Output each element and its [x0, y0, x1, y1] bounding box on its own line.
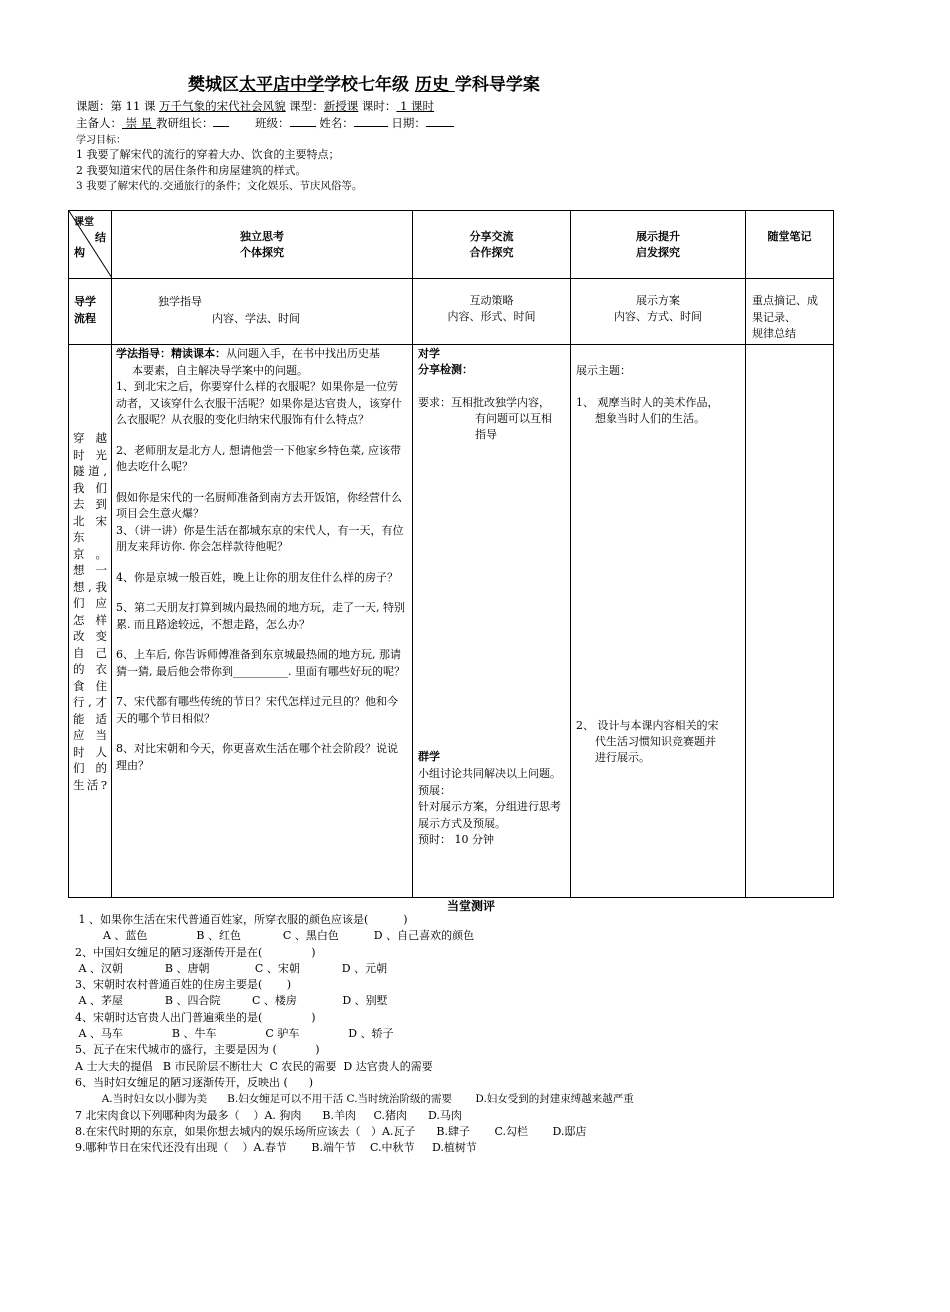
title-school: 太平店中学 — [239, 75, 324, 95]
title-district: 樊城区 — [188, 75, 239, 95]
col3-sub-2: 内容、方式、时间 — [614, 310, 702, 323]
flow-label-1: 导学 — [74, 295, 96, 308]
quiz-q1: 1 、如果你生活在宋代普通百姓家，所穿衣服的颜色应该是( ) — [75, 913, 408, 926]
question-8: 8、对比宋朝和今天，你更喜欢生活在哪个社会阶段？说说理由？ — [116, 742, 398, 772]
quiz-q4-options: A 、马车 B 、牛车 C 驴车 D 、轿子 — [75, 1027, 394, 1041]
quiz-title: 当堂测评 — [447, 899, 496, 913]
guide-line-2: 本要素，自主解决导学案中的问题。 — [132, 363, 308, 377]
date-blank[interactable] — [426, 116, 454, 127]
scenario-cell — [69, 345, 112, 898]
header-col-3 — [571, 211, 746, 279]
col1-sub-1: 独学指导 — [158, 295, 202, 308]
goal-item-3: 3 我要了解宋代的.交通旅行的条件；文化娱乐、节庆风俗等。 — [76, 180, 363, 192]
quiz-q4: 4、宋朝时达官贵人出门普遍乘坐的是( ) — [75, 1010, 316, 1024]
question-7: 7、宋代都有哪些传统的节日？宋代怎样过元旦的？他和今天的哪个节日相似？ — [116, 695, 398, 725]
subheader-col-3 — [571, 279, 746, 345]
quiz-section — [75, 912, 634, 1156]
show-item-2c: 进行展示。 — [595, 751, 650, 764]
col3-sub-1: 展示方案 — [636, 294, 680, 307]
goal-item-1: 1 我要了解宋代的流行的穿着大办、饮食的主要特点； — [76, 148, 340, 161]
col4-heading: 随堂笔记 — [767, 230, 812, 243]
header-col-4 — [746, 211, 834, 279]
corner-cell — [69, 211, 112, 279]
col1-heading: 独立思考 — [240, 230, 284, 243]
class-label: 班级： — [255, 116, 290, 130]
name-label: 姓名： — [315, 116, 354, 130]
leader-blank[interactable] — [213, 116, 229, 127]
flow-label-cell — [69, 279, 112, 345]
title-grade: 学校七年级 — [324, 75, 415, 95]
pair-title: 对学 — [418, 347, 440, 360]
group-line-2: 预展： — [418, 783, 451, 797]
question-4: 4、你是京城一般百姓，晚上让你的朋友住什么样的房子？ — [116, 570, 398, 584]
notes-cell[interactable] — [746, 345, 834, 898]
col1-subheading: 个体探究 — [240, 246, 284, 259]
name-blank[interactable] — [354, 116, 388, 127]
col2-subheading: 合作探究 — [469, 246, 514, 259]
quiz-q6: 6、当时妇女缠足的陋习逐渐传开，反映出 ( ) — [75, 1075, 314, 1089]
topic-value: 万千气象的宋代社会风貌 — [159, 99, 286, 113]
flow-label-2: 流程 — [74, 312, 96, 325]
group-study-cell — [413, 345, 571, 898]
scenario-text: 穿越时光隧道,我们去到北宋东京。想一想,我们应怎样改变自己的衣食住行,才能适应当时人们的生活? — [73, 431, 107, 792]
topic-label: 课题：第 11 课 — [76, 99, 160, 113]
subheader-col-4 — [746, 279, 834, 345]
study-plan-table — [68, 210, 834, 898]
question-2: 2、老师朋友是北方人, 想请他尝一下他家乡特色菜, 应该带他去吃什么呢？ — [116, 443, 401, 473]
goal-item-2: 2 我要知道宋代的居住条件和房屋建筑的样式。 — [76, 164, 307, 177]
quiz-q2: 2、中国妇女缠足的陋习逐渐传开是在( ) — [75, 945, 316, 959]
quiz-q1-options: A 、蓝色 B 、红色 C 、黑白色 D 、自己喜欢的颜色 — [75, 929, 475, 943]
corner-top-label: 课堂 — [74, 217, 94, 228]
quiz-q3-options: A 、茅屋 B 、四合院 C 、楼房 D 、别墅 — [75, 994, 388, 1008]
pair-check-title: 分享检测： — [418, 363, 473, 376]
quiz-q3: 3、宋朝时农村普通百姓的住房主要是( ) — [75, 978, 292, 992]
header-col-2 — [413, 211, 571, 279]
class-blank[interactable] — [290, 116, 316, 127]
topic-line — [76, 98, 434, 114]
col4-sub-2: 果记录、 — [752, 310, 796, 324]
group-line-1: 小组讨论共同解决以上问题。 — [418, 767, 561, 780]
title-suffix: 学科导学案 — [454, 75, 540, 95]
show-item-2b: 代生活习惯知识竞赛题并 — [595, 735, 716, 748]
subheader-col-2 — [413, 279, 571, 345]
pair-requirement-3: 指导 — [475, 428, 497, 441]
quiz-q8: 8.在宋代时期的东京，如果你想去城内的娱乐场所应该去（ ）A.瓦子 B.肆子 C.勾栏 D.邸店 — [75, 1124, 587, 1138]
question-1: 1、到北宋之后，你要穿什么样的衣服呢？如果你是一位劳动者，又该穿什么衣服干活呢？如果你是达官贵人，该穿什么衣服呢？从衣服的变化归纳宋代服饰有什么特点？ — [116, 380, 402, 426]
col2-heading: 分享交流 — [469, 230, 514, 243]
show-title: 展示主题： — [576, 364, 631, 377]
group-title: 群学 — [418, 750, 440, 763]
quiz-q5-options: A 士大夫的提倡 B 市民阶层不断壮大 C 农民的需要 D 达官贵人的需要 — [75, 1059, 433, 1073]
question-3: 3、（讲一讲）你是生活在都城东京的宋代人，有一天，有位朋友来拜访你. 你会怎样款待他呢？ — [116, 523, 404, 553]
pair-requirement-1: 要求：互相批改独学内容， — [418, 396, 550, 409]
col3-heading: 展示提升 — [636, 230, 680, 243]
leader-label: 教研组长： — [155, 116, 214, 130]
author-label: 主备人： — [76, 116, 122, 130]
individual-study-cell — [112, 345, 413, 898]
presentation-cell — [571, 345, 746, 898]
page-title — [188, 70, 540, 95]
hours-value: 1 课时 — [396, 99, 435, 113]
type-value: 新授课 — [323, 99, 359, 113]
show-item-1a: 1、 观摩当时人的美术作品， — [576, 396, 719, 409]
col4-sub-3: 规律总结 — [752, 327, 796, 340]
corner-bottom-label: 构 — [74, 246, 85, 259]
show-item-1b: 想象当时人们的生活。 — [595, 412, 705, 425]
question-2b: 假如你是宋代的一名厨师准备到南方去开饭馆，你经营什么项目会生意火爆？ — [116, 490, 402, 520]
col3-subheading: 启发探究 — [636, 246, 680, 259]
question-5: 5、第二天朋友打算到城内最热闹的地方玩，走了一天, 特别累. 而且路途较远，不想走路，怎么办？ — [116, 601, 405, 631]
quiz-q7: 7 北宋肉食以下列哪种肉为最多（ ）A. 狗肉 B.羊肉 C.猪肉 D.马肉 — [75, 1108, 462, 1122]
guide-rest: 从问题入手，在书中找出历史基 — [226, 347, 380, 360]
subheader-col-1 — [112, 279, 413, 345]
guide-bold: 学法指导：精读课本： — [116, 347, 226, 360]
corner-mid-label: 结 — [95, 231, 106, 244]
hours-label: 课时： — [358, 99, 397, 113]
col1-sub-2: 内容、学法、时间 — [212, 312, 300, 325]
group-line-3: 针对展示方案，分组进行思考展示方式及预展。 — [418, 800, 561, 830]
group-line-4: 预时： 10 分钟 — [418, 833, 494, 846]
col2-sub-2: 内容、形式、时间 — [447, 310, 536, 323]
question-6: 6、上车后, 你告诉师傅准备到东京城最热闹的地方玩, 那请猜一猜, 最后他会带你到__________. 里面有哪些好玩的呢？ — [116, 648, 405, 678]
quiz-q2-options: A 、汉朝 B 、唐朝 C 、宋朝 D 、元朝 — [75, 961, 388, 975]
col4-sub-1: 重点摘记、成 — [752, 294, 818, 307]
author-line — [76, 115, 454, 131]
type-label: 课型： — [285, 99, 324, 113]
quiz-q6-options: A.当时妇女以小脚为美 B.妇女缠足可以不用干活 C.当时统治阶级的需要 D.妇女受到的封建束缚越来越严重 — [75, 1093, 634, 1106]
goals-label: 学习目标： — [76, 135, 126, 146]
title-subject: 历史 — [414, 75, 455, 95]
guide-line-1 — [116, 346, 408, 363]
author-value: 崇 星 — [122, 116, 156, 130]
quiz-q9: 9.哪种节日在宋代还没有出现（ ）A.春节 B.端午节 C.中秋节 D.植树节 — [75, 1141, 477, 1155]
col2-sub-1: 互动策略 — [469, 294, 514, 307]
quiz-q5: 5、瓦子在宋代城市的盛行，主要是因为 ( ) — [75, 1043, 320, 1057]
show-item-2a: 2、 设计与本课内容相关的宋 — [576, 719, 719, 732]
header-col-1 — [112, 211, 413, 279]
pair-requirement-2: 有问题可以互相 — [475, 412, 552, 425]
date-label: 日期： — [387, 116, 426, 130]
